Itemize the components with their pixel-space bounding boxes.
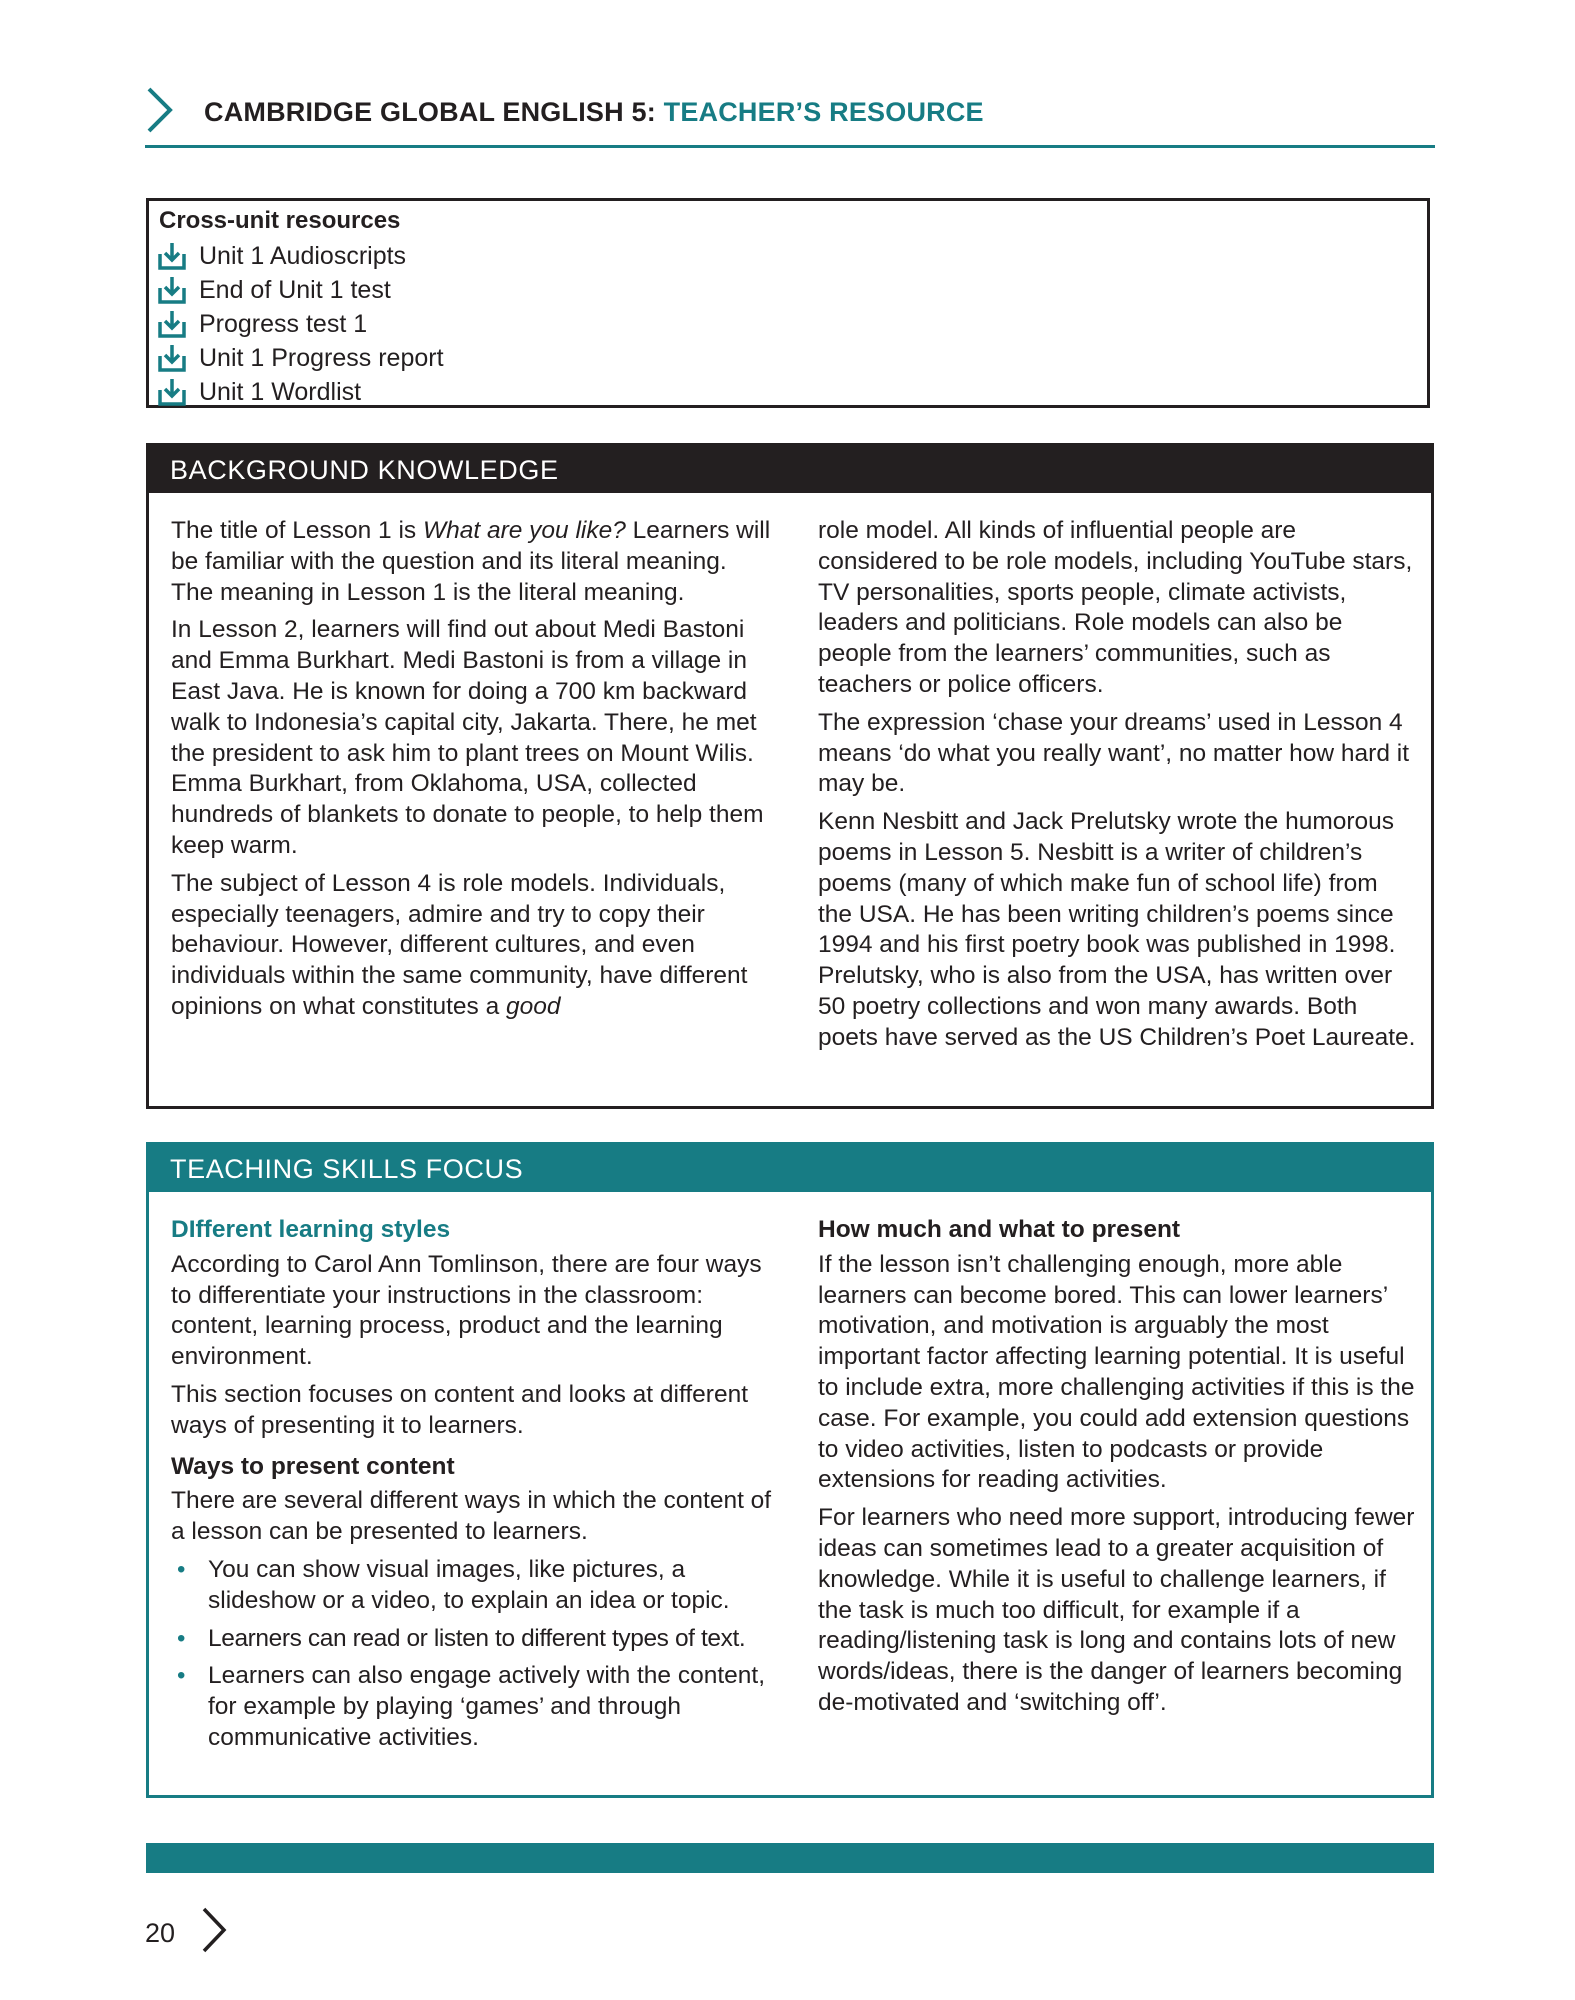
background-knowledge-heading: BACKGROUND KNOWLEDGE xyxy=(146,443,1434,493)
lesson-title-italic: What are you like? xyxy=(422,517,626,544)
bullet-icon: • xyxy=(177,1624,186,1652)
background-paragraph: Kenn Nesbitt and Jack Prelutsky wrote the humorous poems in Lesson 5. Nesbitt is a writer of children’s poems (many of which make fun of school life) from the USA. He has been writing children’s poems since 1994 and his first poetry book was published in 1998. Prelutsky, who is also from the USA, has written over 50 poetry collections and won many awards. Both poets have served as the US Children’s Poet Laureate. xyxy=(818,808,1416,1051)
teaching-paragraph: This section focuses on content and looks at different ways of presenting it to learners. xyxy=(171,1380,749,1439)
resource-link-progress-report[interactable] xyxy=(157,341,444,375)
list-item xyxy=(171,1555,781,1617)
resource-label: End of Unit 1 test xyxy=(199,275,391,304)
download-icon xyxy=(157,343,187,373)
background-knowledge-panel xyxy=(146,443,1434,1109)
download-icon xyxy=(157,377,187,407)
cross-unit-title: Cross-unit resources xyxy=(159,207,401,234)
resource-link-audioscripts[interactable] xyxy=(157,239,444,273)
resource-link-progress-test[interactable] xyxy=(157,307,444,341)
background-paragraph: In Lesson 2, learners will find out about Medi Bastoni and Emma Burkhart. Medi Bastoni is from a village in East Java. He is known for doing a 700 km backward walk to Indonesia’s capital city, Jakarta. There, he met the president to ask him to plant trees on Mount Wilis. Emma Burkhart, from Oklahoma, USA, collected hundreds of blankets to donate to people, to help them keep warm. xyxy=(171,616,764,859)
list-item-text: Learners can read or listen to different types of text. xyxy=(208,1624,746,1652)
subheading-learning-styles: DIfferent learning styles xyxy=(171,1216,451,1243)
resource-label: Progress test 1 xyxy=(199,309,368,338)
teaching-paragraph: There are several different ways in which the content of a lesson can be presented to learners. xyxy=(171,1487,772,1546)
download-icon xyxy=(157,241,187,271)
resource-label: Unit 1 Wordlist xyxy=(199,377,362,406)
teaching-paragraph: According to Carol Ann Tomlinson, there are four ways to differentiate your instructions in the classroom: content, learning process, product and the learning environment. xyxy=(171,1250,762,1371)
teaching-paragraph: For learners who need more support, introducing fewer ideas can sometimes lead to a greater acquisition of knowledge. While it is useful to challenge learners, if the task is much too difficult, for example if a reading/listening task is long and contains lots of new words/ideas, there is the danger of learners becoming de-motivated and ‘switching off’. xyxy=(818,1504,1415,1716)
background-paragraph xyxy=(171,869,771,1023)
bullet-icon: • xyxy=(177,1555,186,1583)
teaching-skills-panel xyxy=(146,1142,1434,1798)
list-item xyxy=(171,1661,781,1753)
subheading-ways-to-present: Ways to present content xyxy=(171,1452,455,1480)
list-item xyxy=(171,1624,781,1655)
resource-link-wordlist[interactable] xyxy=(157,375,444,409)
emphasis-italic: good xyxy=(506,992,561,1020)
background-paragraph xyxy=(171,516,771,608)
teaching-left-column xyxy=(171,1215,781,1761)
header-title-main: CAMBRIDGE GLOBAL ENGLISH 5: xyxy=(204,97,664,127)
header-title-accent: TEACHER’S RESOURCE xyxy=(663,97,984,127)
bullet-list xyxy=(171,1555,781,1754)
bullet-icon: • xyxy=(177,1662,186,1690)
resource-link-end-of-unit-test[interactable] xyxy=(157,273,444,307)
download-icon xyxy=(157,275,187,305)
text-span: The title of Lesson 1 is xyxy=(171,517,423,544)
background-right-column xyxy=(818,516,1418,1061)
cross-unit-resources-box xyxy=(146,198,1430,408)
text-span: Learners will be familiar with the question and its literal meaning. The meaning in Lesson 1 is the literal meaning. xyxy=(171,517,771,606)
resource-label: Unit 1 Progress report xyxy=(199,343,444,372)
background-paragraph: The expression ‘chase your dreams’ used in Lesson 4 means ‘do what you really want’, no matter how hard it may be. xyxy=(818,708,1410,798)
list-item-text: You can show visual images, like pictures, a slideshow or a video, to explain an idea or topic. xyxy=(208,1555,730,1614)
header-rule xyxy=(145,145,1435,148)
teaching-right-column xyxy=(818,1215,1418,1726)
resource-label: Unit 1 Audioscripts xyxy=(199,241,407,270)
chevron-right-icon xyxy=(145,86,175,134)
list-item-text: Learners can also engage actively with the content, for example by playing ‘games’ and through communicative activities. xyxy=(208,1662,766,1751)
page-number: 20 xyxy=(145,1918,176,1948)
teaching-paragraph: If the lesson isn’t challenging enough, more able learners can become bored. This can lower learners’ motivation, and motivation is arguably the most important factor affecting learning potential. It is useful to include extra, more challenging activities if this is the case. For example, you could add extension questions to video activities, listen to podcasts or provide extensions for reading activities. xyxy=(818,1250,1415,1494)
cross-unit-list xyxy=(157,239,444,409)
footer-bar xyxy=(146,1843,1434,1873)
download-icon xyxy=(157,309,187,339)
chevron-right-icon xyxy=(200,1906,228,1954)
text-span: The subject of Lesson 4 is role models. Individuals, especially teenagers, admire and try to copy their behaviour. However, different cultures, and even individuals within the same community, have different opinions on what constitutes a xyxy=(171,869,748,1020)
background-paragraph: role model. All kinds of influential people are considered to be role models, including YouTube stars, TV personalities, sports people, climate activists, leaders and politicians. Role models can also be people from the learners’ communities, such as teachers or police officers. xyxy=(818,517,1413,698)
background-left-column xyxy=(171,516,771,1030)
subheading-how-much: How much and what to present xyxy=(818,1216,1181,1243)
teaching-skills-heading: TEACHING SKILLS FOCUS xyxy=(146,1142,1434,1192)
running-header xyxy=(204,97,984,128)
